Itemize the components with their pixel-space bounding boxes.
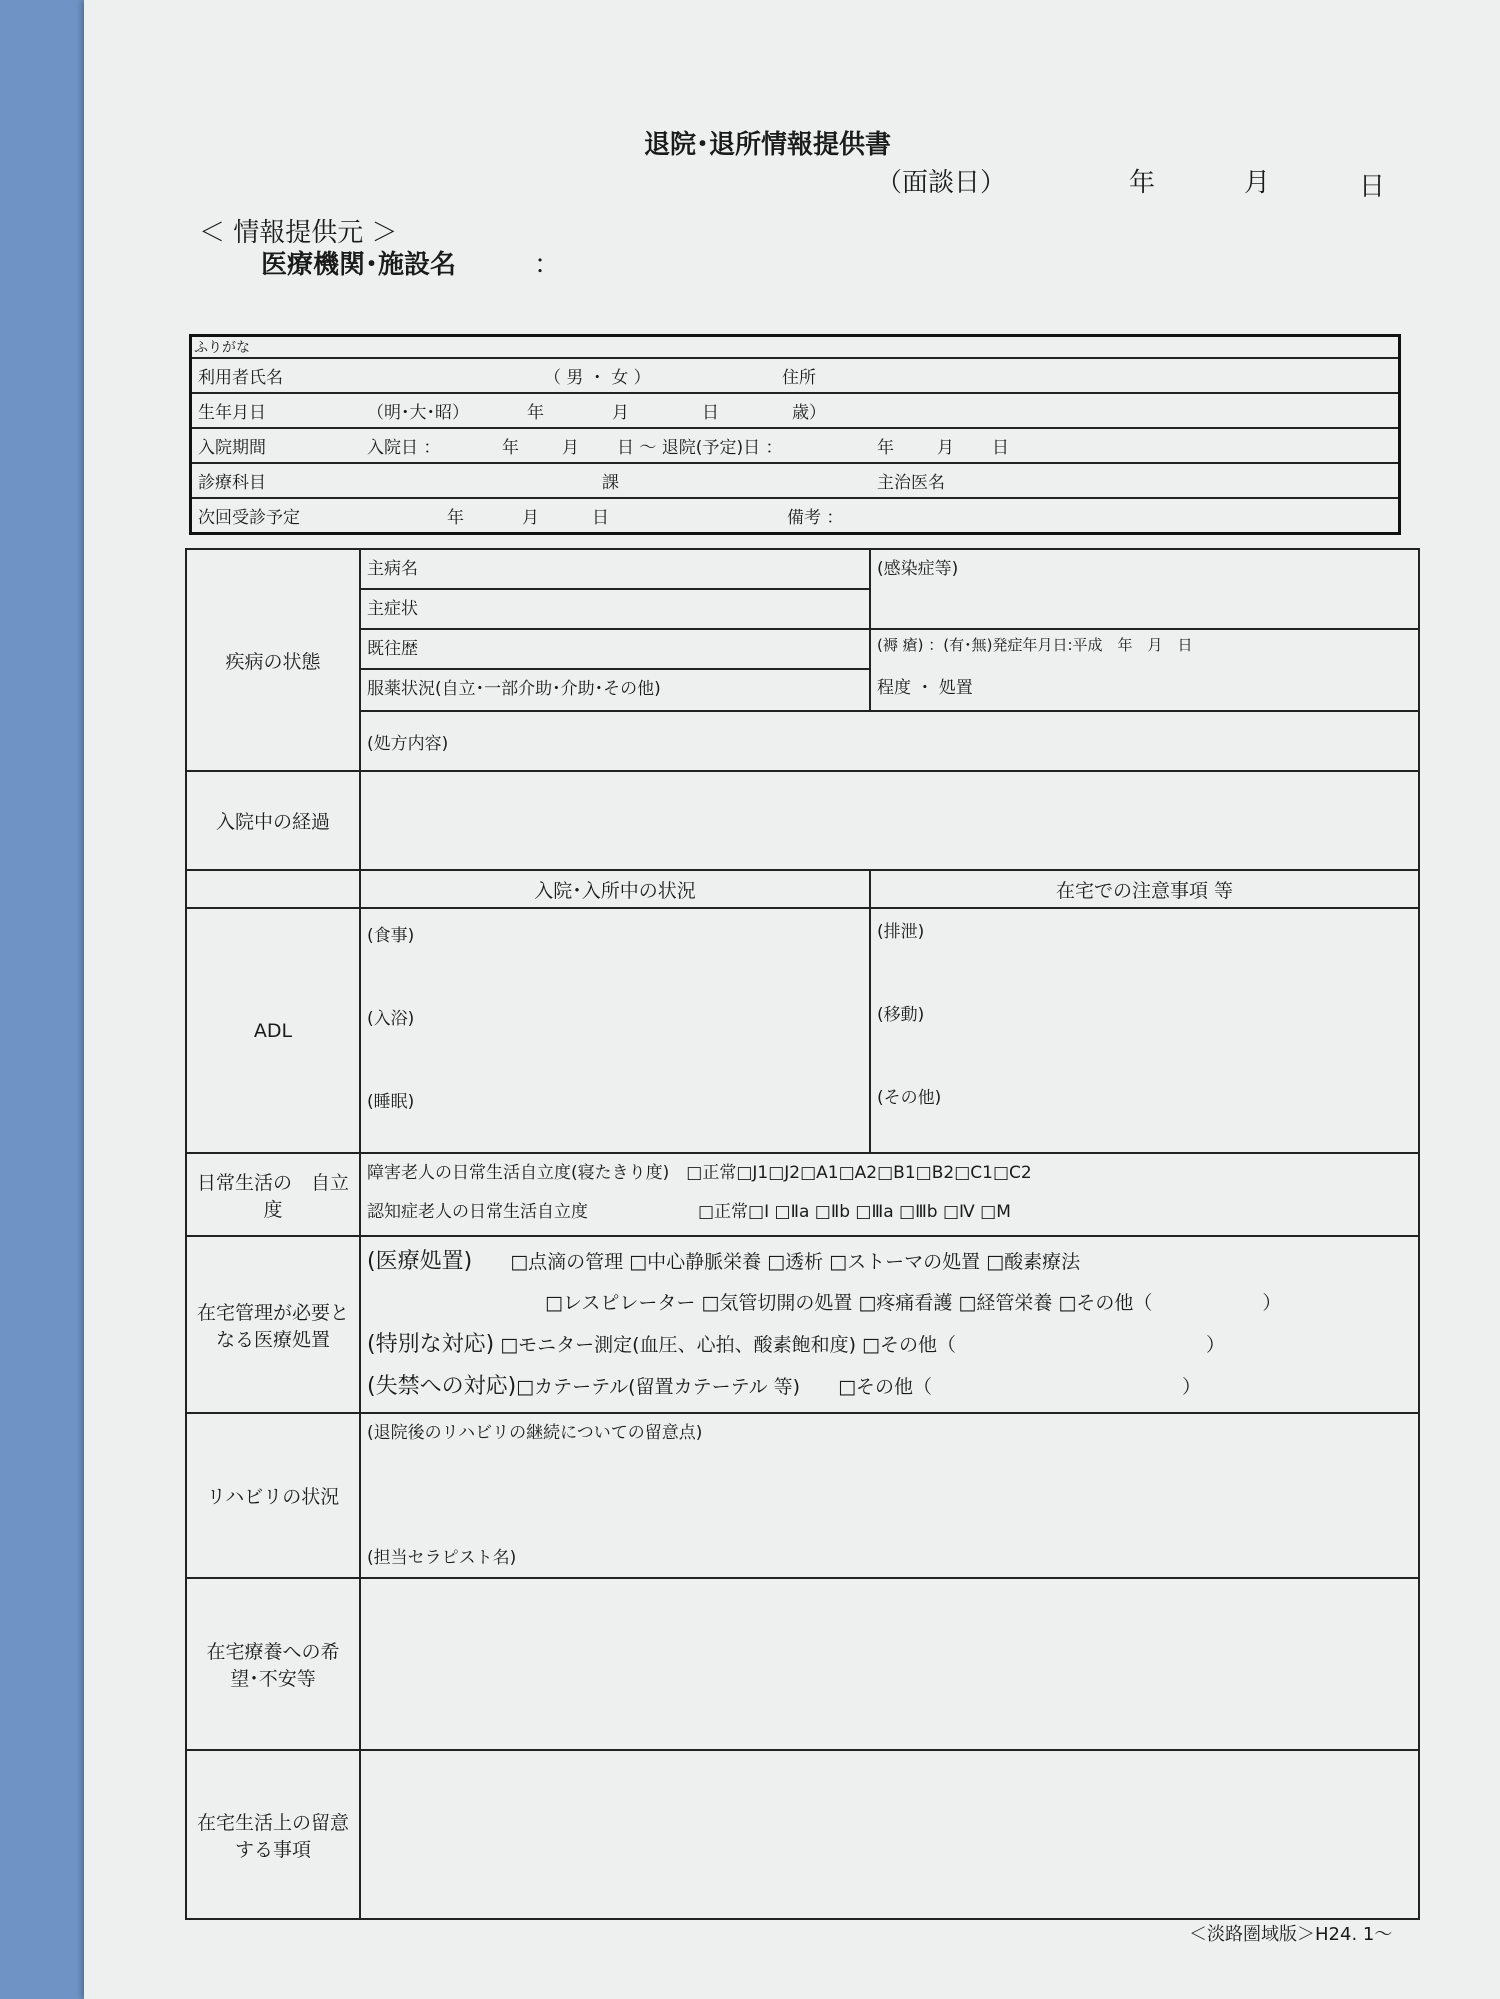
birth-year: 年 [527,403,544,423]
form-title: 退院･退所情報提供書 [644,130,892,160]
paren-close: ） [1262,1292,1282,1314]
facility-colon: ： [534,250,561,280]
rehab-notes-label: (退院後のリハビリの継続についての留意点) [367,1423,703,1443]
interview-day: 日 [1359,172,1386,202]
hopes-field[interactable] [360,1578,1419,1750]
special-options[interactable]: □モニター測定(血圧、心拍、酸素飽和度) □その他（ [500,1334,956,1356]
course-label: 入院中の経過 [186,771,360,870]
hopes-label: 在宅療養への希望･不安等 [186,1578,360,1750]
next-visit-row[interactable] [191,498,1400,534]
next-day: 日 [592,508,609,528]
independence-field[interactable] [360,1153,1419,1236]
history-field[interactable]: 既往歴 [360,629,870,669]
bath-label: (入浴) [367,1009,415,1029]
movement-label: (移動) [877,1005,925,1025]
care-info-table [185,548,1420,1920]
dementia-options[interactable]: □正常□Ⅰ □Ⅱa □Ⅱb □Ⅲa □Ⅲb □Ⅳ □M [698,1202,1011,1222]
meal-label: (食事) [367,926,415,946]
independence-label: 日常生活の 自立度 [186,1153,360,1236]
adl-label: ADL [186,908,360,1153]
interview-month: 月 [1244,168,1271,198]
degree-label: 程度 ・ 処置 [877,678,973,698]
stay-row[interactable] [191,428,1400,463]
department-row[interactable] [191,463,1400,498]
special-label: (特別な対応) [367,1332,495,1357]
birth-label: 生年月日 [198,403,266,423]
birth-month: 月 [612,403,629,423]
adl-left-field[interactable] [360,908,870,1153]
name-label: 利用者氏名 [198,368,283,388]
course-field[interactable] [360,771,1419,870]
discharge-month: 月 [937,438,954,458]
bedridden-options[interactable]: □正常□J1□J2□A1□A2□B1□B2□C1□C2 [686,1163,1032,1183]
cautions-label: 在宅生活上の留意する事項 [186,1750,360,1919]
incontinence-options[interactable]: □カテーテル(留置カテーテル 等) □その他（ [516,1376,933,1398]
discharge-day: 日 [992,438,1009,458]
other-label: (その他) [877,1088,942,1108]
main-symptom-field[interactable]: 主症状 [360,589,870,629]
age: 歳） [792,403,826,423]
prescription-field[interactable]: (処方内容) [360,711,1419,771]
admit-year: 年 [502,438,519,458]
next-visit-label: 次回受診予定 [198,508,300,528]
pressure-ulcer-field[interactable] [870,629,1419,711]
status-header-left: 入院･入所中の状況 [360,870,870,908]
main-disease-field[interactable]: 主病名 [360,549,870,589]
medication-field[interactable]: 服薬状況(自立･一部介助･介助･その他) [360,669,870,711]
interview-date-label: （面談日） [876,168,1007,198]
patient-info-table [189,334,1401,535]
medical-field[interactable] [360,1236,1419,1413]
paren-close: ） [1182,1376,1202,1398]
furigana-label: ふりがな [191,336,1400,359]
birth-day: 日 [702,403,719,423]
birthdate-row[interactable] [191,393,1400,428]
admit-month: 月 [562,438,579,458]
patient-name-row[interactable] [191,358,1400,393]
sleep-label: (睡眠) [367,1092,415,1112]
doctor-label: 主治医名 [877,473,945,493]
admit-label: 入院日 ： [367,438,441,458]
facility-label: 医療機関･施設名 [261,250,457,280]
dementia-label: 認知症老人の日常生活自立度 [367,1202,588,1222]
era-options: （明･大･昭） [367,403,469,423]
incontinence-label: (失禁への対応) [367,1374,517,1399]
disease-label: 疾病の状態 [186,549,360,771]
form-sheet [84,0,1500,1999]
dept-suffix: 課 [602,473,619,493]
discharge-year: 年 [877,438,894,458]
bedridden-label: 障害老人の日常生活自立度(寝たきり度) [367,1163,670,1183]
rehab-label: リハビリの状況 [186,1413,360,1578]
excretion-label: (排泄) [877,922,925,942]
care-options-1[interactable]: □点滴の管理 □中心静脈栄養 □透析 □ストーマの処置 □酸素療法 [510,1251,1081,1273]
interview-year: 年 [1129,168,1156,198]
medical-label: 在宅管理が必要となる医療処置 [186,1236,360,1413]
stay-label: 入院期間 [198,438,266,458]
next-month: 月 [522,508,539,528]
infection-field[interactable]: (感染症等) [870,549,1419,629]
discharge-label: 日 ～ 退院(予定)日 ： [617,438,783,458]
footer-version: ＜淡路圏域版＞H24. 1～ [1189,1924,1393,1945]
next-year: 年 [447,508,464,528]
paren-close: ） [1206,1334,1226,1356]
dept-label: 診療科目 [198,473,266,493]
remarks-label: 備考 ： [787,508,844,528]
care-options-2[interactable]: □レスピレーター □気管切開の処置 □疼痛看護 □経管栄養 □その他（ [545,1292,1153,1314]
pressure-ulcer-label: (褥 瘡) ：(有･無)発症年月日:平成 年 月 日 [877,636,1193,654]
sex-options: （ 男 ・ 女 ） [544,368,651,388]
status-header-right: 在宅での注意事項 等 [870,870,1419,908]
address-label: 住所 [782,368,816,388]
care-label: (医療処置) [367,1249,473,1274]
source-heading: ＜ 情報提供元 ＞ [199,218,398,248]
rehab-field[interactable] [360,1413,1419,1578]
therapist-label: (担当セラピスト名) [367,1548,517,1568]
adl-right-field[interactable] [870,908,1419,1153]
cautions-field[interactable] [360,1750,1419,1919]
